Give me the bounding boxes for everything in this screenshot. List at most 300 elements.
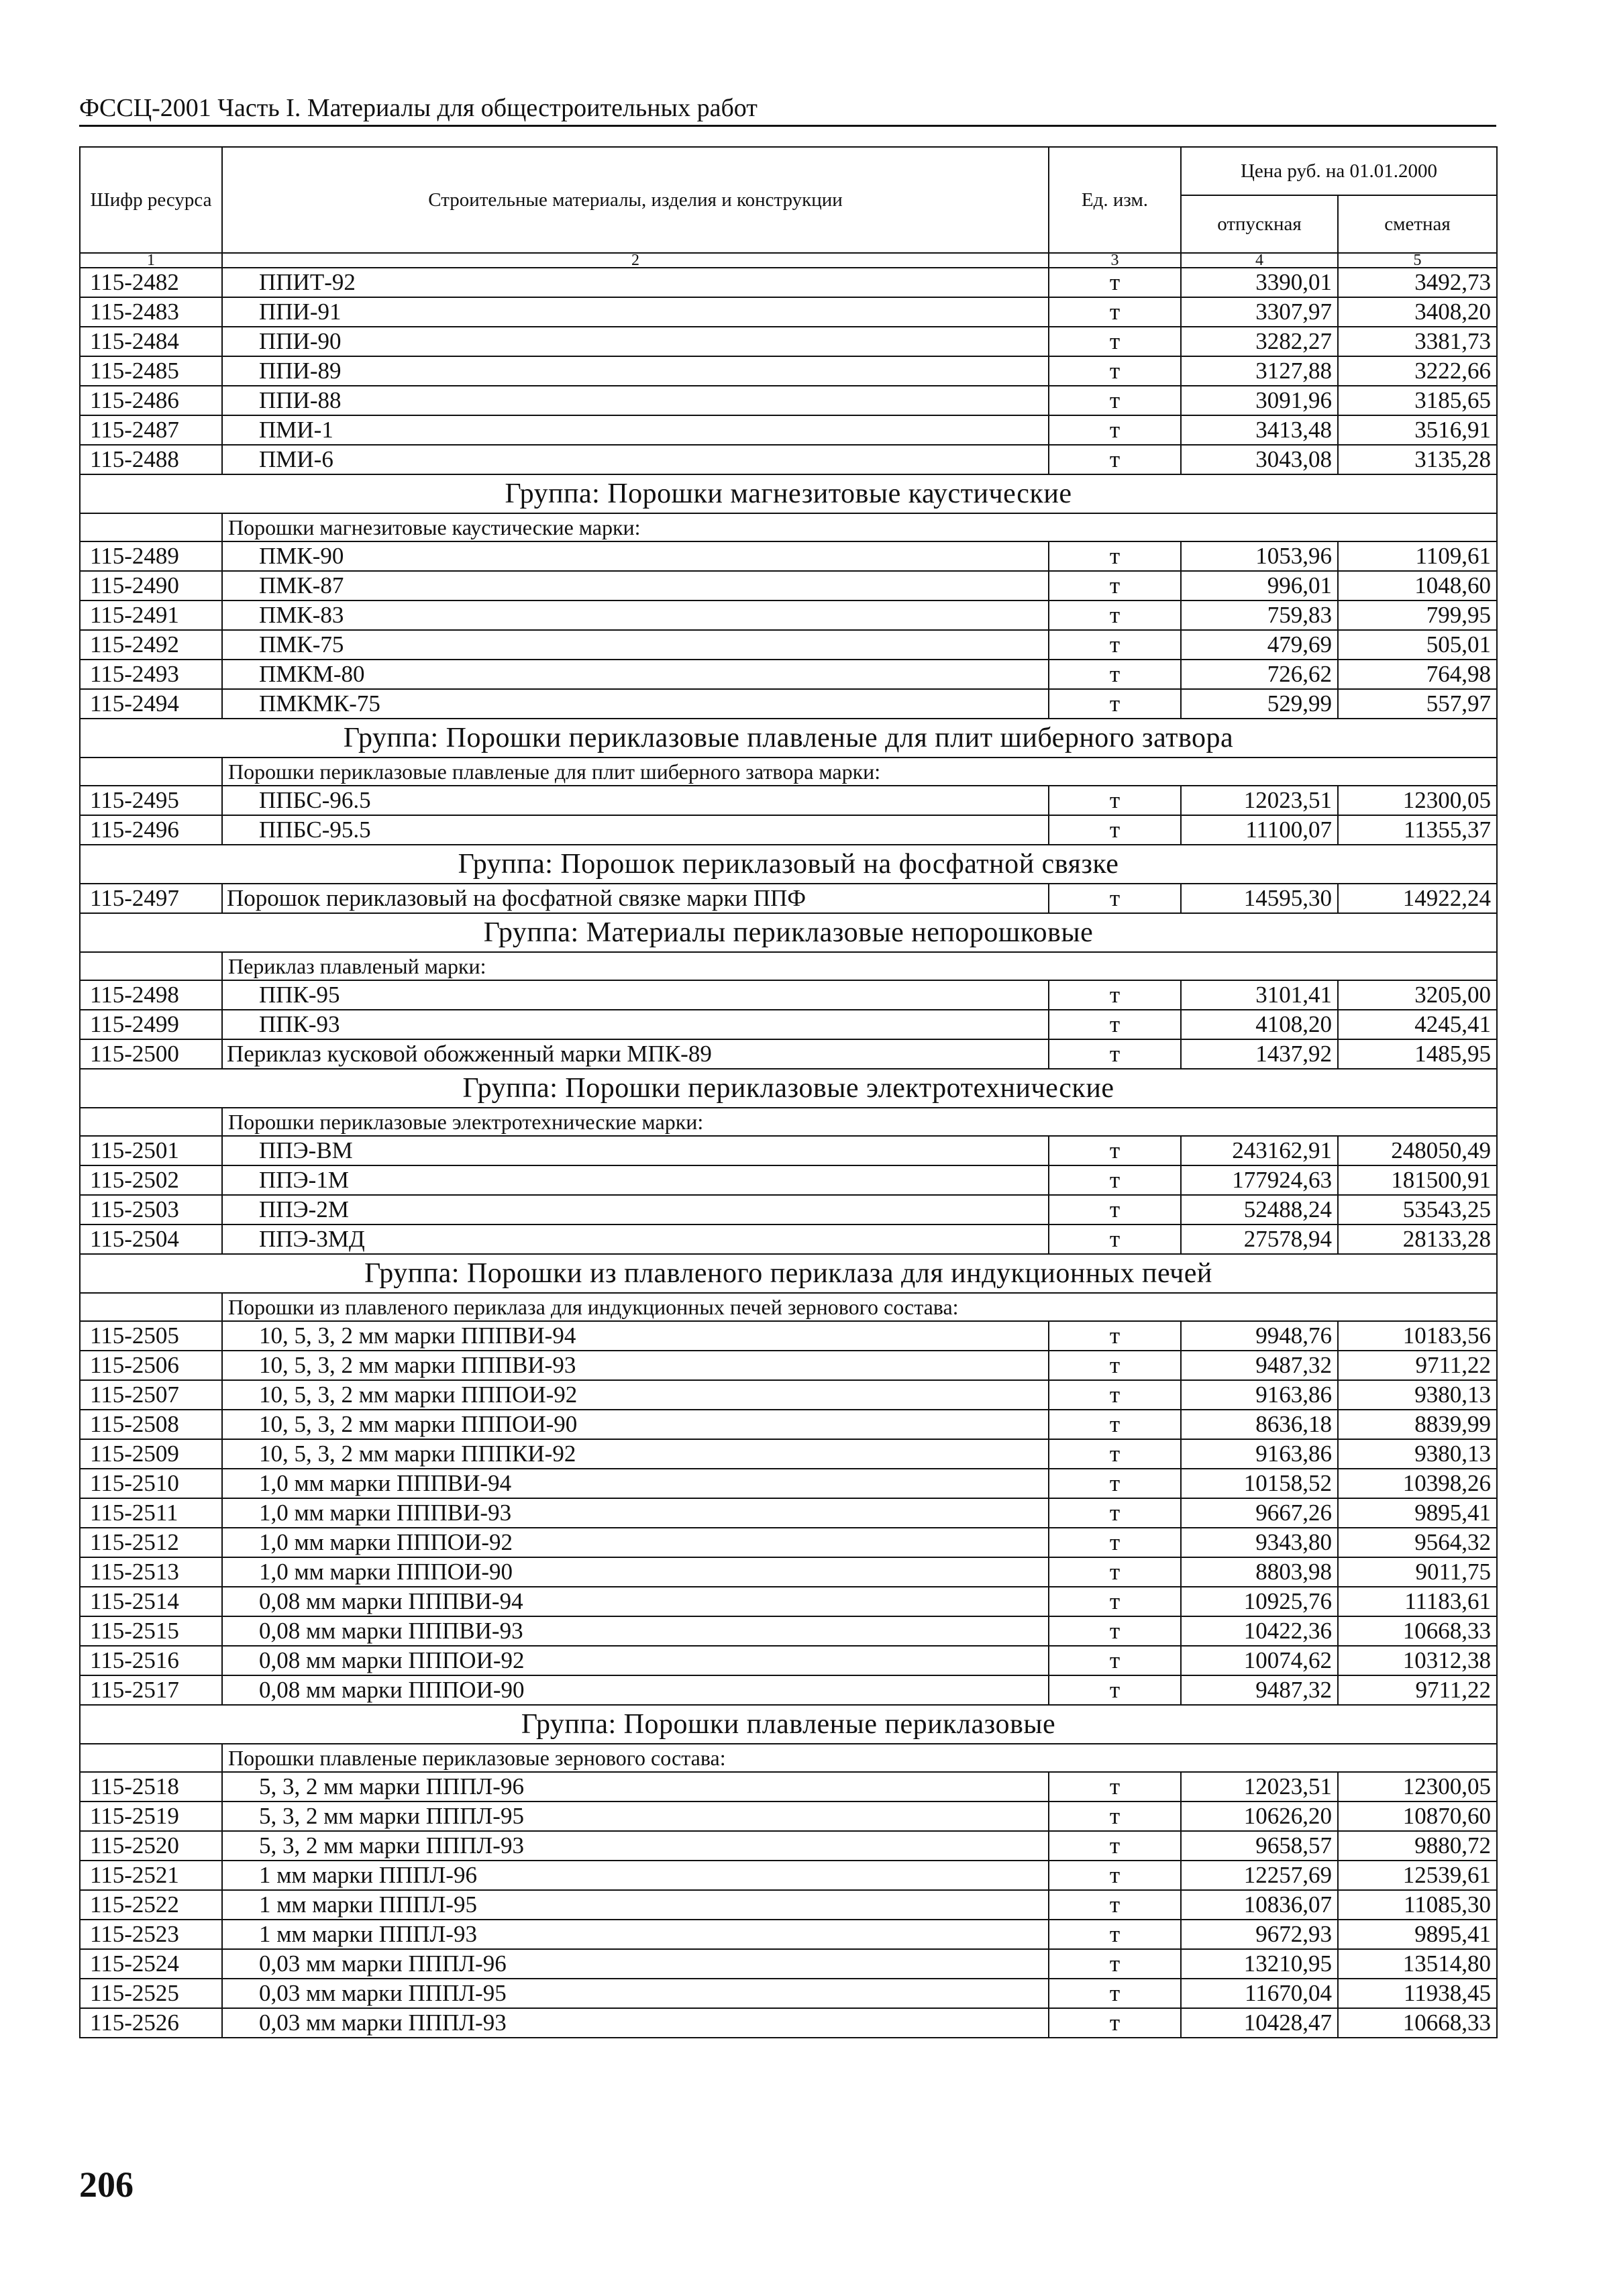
resource-code: 115-2491 bbox=[80, 601, 222, 630]
material-name: ПМК-87 bbox=[222, 571, 1049, 601]
price-estimate: 557,97 bbox=[1338, 689, 1497, 719]
unit: т bbox=[1049, 630, 1181, 660]
resource-code: 115-2490 bbox=[80, 571, 222, 601]
table-row bbox=[80, 884, 1497, 913]
resource-code: 115-2508 bbox=[80, 1410, 222, 1439]
price-estimate: 10312,38 bbox=[1338, 1646, 1497, 1675]
resource-code: 115-2495 bbox=[80, 786, 222, 815]
unit: т bbox=[1049, 1469, 1181, 1498]
material-name: ПМИ-6 bbox=[222, 445, 1049, 474]
unit: т bbox=[1049, 327, 1181, 356]
price-release: 10422,36 bbox=[1181, 1616, 1338, 1646]
group-heading-row bbox=[80, 1705, 1497, 1744]
price-estimate: 9564,32 bbox=[1338, 1528, 1497, 1557]
resource-code: 115-2498 bbox=[80, 980, 222, 1010]
table-row bbox=[80, 1224, 1497, 1254]
material-name: ППИ-90 bbox=[222, 327, 1049, 356]
price-release: 3127,88 bbox=[1181, 356, 1338, 386]
price-estimate: 10668,33 bbox=[1338, 2008, 1497, 2038]
price-release: 9343,80 bbox=[1181, 1528, 1338, 1557]
unit: т bbox=[1049, 1890, 1181, 1920]
price-estimate: 9380,13 bbox=[1338, 1439, 1497, 1469]
price-estimate: 9380,13 bbox=[1338, 1380, 1497, 1410]
price-estimate: 9880,72 bbox=[1338, 1831, 1497, 1861]
header-title: ФССЦ-2001 Часть I. Материалы для общестроительных работ bbox=[79, 94, 758, 122]
subheading: Порошки периклазовые электротехнические марки: bbox=[222, 1108, 1497, 1136]
price-estimate: 11085,30 bbox=[1338, 1890, 1497, 1920]
table-row bbox=[80, 1861, 1497, 1890]
table-header-row bbox=[80, 147, 1497, 195]
material-name: 1 мм марки ПППЛ-95 bbox=[222, 1890, 1049, 1920]
subheading: Порошки магнезитовые каустические марки: bbox=[222, 513, 1497, 541]
subheading-spacer bbox=[80, 1293, 222, 1321]
price-estimate: 10183,56 bbox=[1338, 1321, 1497, 1351]
unit: т bbox=[1049, 1675, 1181, 1705]
price-release: 9948,76 bbox=[1181, 1321, 1338, 1351]
price-release: 3307,97 bbox=[1181, 297, 1338, 327]
material-name: 0,03 мм марки ПППЛ-95 bbox=[222, 1979, 1049, 2008]
unit: т bbox=[1049, 1802, 1181, 1831]
unit: т bbox=[1049, 980, 1181, 1010]
resource-code: 115-2510 bbox=[80, 1469, 222, 1498]
subheading-row bbox=[80, 758, 1497, 786]
price-release: 10158,52 bbox=[1181, 1469, 1338, 1498]
price-estimate: 3408,20 bbox=[1338, 297, 1497, 327]
resource-code: 115-2514 bbox=[80, 1587, 222, 1616]
resource-code: 115-2486 bbox=[80, 386, 222, 415]
resource-code: 115-2507 bbox=[80, 1380, 222, 1410]
table-row bbox=[80, 1351, 1497, 1380]
table-row bbox=[80, 1195, 1497, 1224]
resource-code: 115-2485 bbox=[80, 356, 222, 386]
resource-code: 115-2511 bbox=[80, 1498, 222, 1528]
subheading-row bbox=[80, 513, 1497, 541]
resource-code: 115-2502 bbox=[80, 1165, 222, 1195]
unit: т bbox=[1049, 1831, 1181, 1861]
table-row bbox=[80, 815, 1497, 845]
price-estimate: 28133,28 bbox=[1338, 1224, 1497, 1254]
material-name: 1 мм марки ПППЛ-96 bbox=[222, 1861, 1049, 1890]
material-name: 5, 3, 2 мм марки ПППЛ-95 bbox=[222, 1802, 1049, 1831]
group-heading: Группа: Порошок периклазовый на фосфатной связке bbox=[80, 845, 1497, 884]
price-estimate: 53543,25 bbox=[1338, 1195, 1497, 1224]
header-price: Цена руб. на 01.01.2000 bbox=[1181, 147, 1497, 195]
unit: т bbox=[1049, 356, 1181, 386]
resource-code: 115-2520 bbox=[80, 1831, 222, 1861]
unit: т bbox=[1049, 1439, 1181, 1469]
material-name: Порошок периклазовый на фосфатной связке марки ППФ bbox=[222, 884, 1049, 913]
price-release: 3101,41 bbox=[1181, 980, 1338, 1010]
table-row bbox=[80, 445, 1497, 474]
unit: т bbox=[1049, 1920, 1181, 1949]
group-heading: Группа: Порошки плавленые периклазовые bbox=[80, 1705, 1497, 1744]
price-release: 3091,96 bbox=[1181, 386, 1338, 415]
resource-code: 115-2522 bbox=[80, 1890, 222, 1920]
subheading-row bbox=[80, 1108, 1497, 1136]
price-release: 27578,94 bbox=[1181, 1224, 1338, 1254]
price-estimate: 181500,91 bbox=[1338, 1165, 1497, 1195]
group-heading-row bbox=[80, 1069, 1497, 1108]
resource-code: 115-2506 bbox=[80, 1351, 222, 1380]
unit: т bbox=[1049, 1039, 1181, 1069]
material-name: 0,08 мм марки ПППВИ-94 bbox=[222, 1587, 1049, 1616]
price-estimate: 8839,99 bbox=[1338, 1410, 1497, 1439]
resource-code: 115-2515 bbox=[80, 1616, 222, 1646]
unit: т bbox=[1049, 1646, 1181, 1675]
material-name: 0,08 мм марки ПППВИ-93 bbox=[222, 1616, 1049, 1646]
price-release: 9672,93 bbox=[1181, 1920, 1338, 1949]
material-name: ПМК-83 bbox=[222, 601, 1049, 630]
material-name: ППЭ-3МД bbox=[222, 1224, 1049, 1254]
table-row bbox=[80, 1557, 1497, 1587]
price-release: 3413,48 bbox=[1181, 415, 1338, 445]
price-release: 10626,20 bbox=[1181, 1802, 1338, 1831]
price-estimate: 11938,45 bbox=[1338, 1979, 1497, 2008]
price-release: 11670,04 bbox=[1181, 1979, 1338, 2008]
material-name: ППИ-91 bbox=[222, 297, 1049, 327]
unit: т bbox=[1049, 445, 1181, 474]
resource-code: 115-2492 bbox=[80, 630, 222, 660]
material-name: ППК-95 bbox=[222, 980, 1049, 1010]
price-estimate: 13514,80 bbox=[1338, 1949, 1497, 1979]
table-row bbox=[80, 1321, 1497, 1351]
subheading-spacer bbox=[80, 1744, 222, 1772]
resource-code: 115-2493 bbox=[80, 660, 222, 689]
unit: т bbox=[1049, 884, 1181, 913]
unit: т bbox=[1049, 1587, 1181, 1616]
price-release: 3043,08 bbox=[1181, 445, 1338, 474]
material-name: 10, 5, 3, 2 мм марки ПППВИ-94 bbox=[222, 1321, 1049, 1351]
price-release: 10925,76 bbox=[1181, 1587, 1338, 1616]
material-name: 0,08 мм марки ПППОИ-92 bbox=[222, 1646, 1049, 1675]
price-estimate: 11183,61 bbox=[1338, 1587, 1497, 1616]
material-name: 1,0 мм марки ПППВИ-94 bbox=[222, 1469, 1049, 1498]
resource-code: 115-2518 bbox=[80, 1772, 222, 1802]
price-release: 996,01 bbox=[1181, 571, 1338, 601]
material-name: ПМК-75 bbox=[222, 630, 1049, 660]
header-price-release: отпускная bbox=[1181, 195, 1338, 253]
price-release: 9163,86 bbox=[1181, 1439, 1338, 1469]
table-row bbox=[80, 1616, 1497, 1646]
table-row bbox=[80, 601, 1497, 630]
resource-code: 115-2524 bbox=[80, 1949, 222, 1979]
subheading: Порошки плавленые периклазовые зернового состава: bbox=[222, 1744, 1497, 1772]
header-price-estimate: сметная bbox=[1338, 195, 1497, 253]
unit: т bbox=[1049, 541, 1181, 571]
unit: т bbox=[1049, 689, 1181, 719]
unit: т bbox=[1049, 1165, 1181, 1195]
header-name: Строительные материалы, изделия и конструкции bbox=[222, 147, 1049, 253]
table-row bbox=[80, 1010, 1497, 1039]
material-name: 1 мм марки ПППЛ-93 bbox=[222, 1920, 1049, 1949]
table-body bbox=[80, 268, 1497, 2038]
resource-code: 115-2526 bbox=[80, 2008, 222, 2038]
unit: т bbox=[1049, 1136, 1181, 1165]
unit: т bbox=[1049, 415, 1181, 445]
price-estimate: 12300,05 bbox=[1338, 1772, 1497, 1802]
resource-code: 115-2512 bbox=[80, 1528, 222, 1557]
material-name: ПМКМК-75 bbox=[222, 689, 1049, 719]
table-row bbox=[80, 1890, 1497, 1920]
running-header bbox=[79, 93, 1496, 127]
price-estimate: 3205,00 bbox=[1338, 980, 1497, 1010]
resource-code: 115-2504 bbox=[80, 1224, 222, 1254]
table-row bbox=[80, 1380, 1497, 1410]
resource-code: 115-2505 bbox=[80, 1321, 222, 1351]
header-unit: Ед. изм. bbox=[1049, 147, 1181, 253]
table-row bbox=[80, 1646, 1497, 1675]
material-name: ППЭ-1М bbox=[222, 1165, 1049, 1195]
subheading-row bbox=[80, 1744, 1497, 1772]
unit: т bbox=[1049, 601, 1181, 630]
price-release: 8636,18 bbox=[1181, 1410, 1338, 1439]
group-heading: Группа: Порошки магнезитовые каустические bbox=[80, 474, 1497, 513]
table-row bbox=[80, 415, 1497, 445]
price-release: 1437,92 bbox=[1181, 1039, 1338, 1069]
subheading-spacer bbox=[80, 1108, 222, 1136]
price-estimate: 9711,22 bbox=[1338, 1351, 1497, 1380]
table-row bbox=[80, 1165, 1497, 1195]
price-estimate: 799,95 bbox=[1338, 601, 1497, 630]
price-release: 11100,07 bbox=[1181, 815, 1338, 845]
page-number: 206 bbox=[79, 2164, 134, 2205]
price-estimate: 3222,66 bbox=[1338, 356, 1497, 386]
material-name: 5, 3, 2 мм марки ПППЛ-96 bbox=[222, 1772, 1049, 1802]
price-release: 12023,51 bbox=[1181, 786, 1338, 815]
material-name: ППК-93 bbox=[222, 1010, 1049, 1039]
price-estimate: 10398,26 bbox=[1338, 1469, 1497, 1498]
group-heading: Группа: Порошки периклазовые плавленые для плит шиберного затвора bbox=[80, 719, 1497, 758]
resource-code: 115-2521 bbox=[80, 1861, 222, 1890]
material-name: 1,0 мм марки ПППВИ-93 bbox=[222, 1498, 1049, 1528]
price-estimate: 10870,60 bbox=[1338, 1802, 1497, 1831]
price-release: 9658,57 bbox=[1181, 1831, 1338, 1861]
subheading: Порошки периклазовые плавленые для плит шиберного затвора марки: bbox=[222, 758, 1497, 786]
column-number: 5 bbox=[1338, 253, 1497, 268]
unit: т bbox=[1049, 1528, 1181, 1557]
resource-code: 115-2517 bbox=[80, 1675, 222, 1705]
material-name: 10, 5, 3, 2 мм марки ПППОИ-92 bbox=[222, 1380, 1049, 1410]
resource-code: 115-2501 bbox=[80, 1136, 222, 1165]
price-release: 3282,27 bbox=[1181, 327, 1338, 356]
material-name: ПМИ-1 bbox=[222, 415, 1049, 445]
price-estimate: 1485,95 bbox=[1338, 1039, 1497, 1069]
unit: т bbox=[1049, 1949, 1181, 1979]
price-estimate: 505,01 bbox=[1338, 630, 1497, 660]
price-estimate: 3516,91 bbox=[1338, 415, 1497, 445]
unit: т bbox=[1049, 1498, 1181, 1528]
table-row bbox=[80, 630, 1497, 660]
subheading-spacer bbox=[80, 952, 222, 980]
unit: т bbox=[1049, 1616, 1181, 1646]
material-name: 10, 5, 3, 2 мм марки ПППОИ-90 bbox=[222, 1410, 1049, 1439]
unit: т bbox=[1049, 1010, 1181, 1039]
material-name: ППЭ-2М bbox=[222, 1195, 1049, 1224]
price-release: 52488,24 bbox=[1181, 1195, 1338, 1224]
table-row bbox=[80, 1831, 1497, 1861]
price-release: 9487,32 bbox=[1181, 1351, 1338, 1380]
unit: т bbox=[1049, 1557, 1181, 1587]
table-row bbox=[80, 1498, 1497, 1528]
group-heading: Группа: Материалы периклазовые непорошковые bbox=[80, 913, 1497, 952]
table-row bbox=[80, 1949, 1497, 1979]
price-release: 4108,20 bbox=[1181, 1010, 1338, 1039]
table-row bbox=[80, 1136, 1497, 1165]
price-estimate: 1048,60 bbox=[1338, 571, 1497, 601]
price-release: 8803,98 bbox=[1181, 1557, 1338, 1587]
material-name: 1,0 мм марки ПППОИ-92 bbox=[222, 1528, 1049, 1557]
price-estimate: 3185,65 bbox=[1338, 386, 1497, 415]
group-heading-row bbox=[80, 474, 1497, 513]
price-release: 9163,86 bbox=[1181, 1380, 1338, 1410]
price-release: 10074,62 bbox=[1181, 1646, 1338, 1675]
table-row bbox=[80, 268, 1497, 297]
price-estimate: 3492,73 bbox=[1338, 268, 1497, 297]
price-release: 13210,95 bbox=[1181, 1949, 1338, 1979]
unit: т bbox=[1049, 1380, 1181, 1410]
price-estimate: 11355,37 bbox=[1338, 815, 1497, 845]
unit: т bbox=[1049, 1979, 1181, 2008]
table-row bbox=[80, 1528, 1497, 1557]
material-name: ППЭ-ВМ bbox=[222, 1136, 1049, 1165]
table-row bbox=[80, 660, 1497, 689]
material-name: 1,0 мм марки ПППОИ-90 bbox=[222, 1557, 1049, 1587]
material-name: 0,03 мм марки ПППЛ-93 bbox=[222, 2008, 1049, 2038]
price-release: 177924,63 bbox=[1181, 1165, 1338, 1195]
column-number: 2 bbox=[222, 253, 1049, 268]
resource-code: 115-2525 bbox=[80, 1979, 222, 2008]
column-number: 1 bbox=[80, 253, 222, 268]
table-row bbox=[80, 571, 1497, 601]
price-table bbox=[79, 146, 1498, 2038]
table-row bbox=[80, 1979, 1497, 2008]
resource-code: 115-2509 bbox=[80, 1439, 222, 1469]
material-name: 5, 3, 2 мм марки ПППЛ-93 bbox=[222, 1831, 1049, 1861]
unit: т bbox=[1049, 1321, 1181, 1351]
table-row bbox=[80, 1675, 1497, 1705]
subheading-row bbox=[80, 1293, 1497, 1321]
price-release: 1053,96 bbox=[1181, 541, 1338, 571]
resource-code: 115-2519 bbox=[80, 1802, 222, 1831]
material-name: ППИТ-92 bbox=[222, 268, 1049, 297]
table-row bbox=[80, 1410, 1497, 1439]
resource-code: 115-2499 bbox=[80, 1010, 222, 1039]
resource-code: 115-2497 bbox=[80, 884, 222, 913]
resource-code: 115-2500 bbox=[80, 1039, 222, 1069]
column-number: 3 bbox=[1049, 253, 1181, 268]
price-release: 759,83 bbox=[1181, 601, 1338, 630]
price-estimate: 10668,33 bbox=[1338, 1616, 1497, 1646]
material-name: ППИ-89 bbox=[222, 356, 1049, 386]
subheading-row bbox=[80, 952, 1497, 980]
material-name: ППИ-88 bbox=[222, 386, 1049, 415]
table-row bbox=[80, 541, 1497, 571]
price-estimate: 4245,41 bbox=[1338, 1010, 1497, 1039]
group-heading-row bbox=[80, 719, 1497, 758]
unit: т bbox=[1049, 1224, 1181, 1254]
unit: т bbox=[1049, 2008, 1181, 2038]
price-estimate: 12300,05 bbox=[1338, 786, 1497, 815]
price-estimate: 9711,22 bbox=[1338, 1675, 1497, 1705]
price-release: 243162,91 bbox=[1181, 1136, 1338, 1165]
resource-code: 115-2487 bbox=[80, 415, 222, 445]
material-name: 0,03 мм марки ПППЛ-96 bbox=[222, 1949, 1049, 1979]
resource-code: 115-2488 bbox=[80, 445, 222, 474]
material-name: 10, 5, 3, 2 мм марки ПППКИ-92 bbox=[222, 1439, 1049, 1469]
resource-code: 115-2523 bbox=[80, 1920, 222, 1949]
price-estimate: 248050,49 bbox=[1338, 1136, 1497, 1165]
material-name: Периклаз кусковой обожженный марки МПК-89 bbox=[222, 1039, 1049, 1069]
table-row bbox=[80, 1920, 1497, 1949]
subheading-spacer bbox=[80, 758, 222, 786]
price-estimate: 764,98 bbox=[1338, 660, 1497, 689]
table-row bbox=[80, 1772, 1497, 1802]
table-row bbox=[80, 1039, 1497, 1069]
subheading: Периклаз плавленый марки: bbox=[222, 952, 1497, 980]
price-estimate: 3381,73 bbox=[1338, 327, 1497, 356]
resource-code: 115-2496 bbox=[80, 815, 222, 845]
resource-code: 115-2483 bbox=[80, 297, 222, 327]
price-estimate: 9895,41 bbox=[1338, 1498, 1497, 1528]
price-release: 12257,69 bbox=[1181, 1861, 1338, 1890]
table-row bbox=[80, 327, 1497, 356]
resource-code: 115-2482 bbox=[80, 268, 222, 297]
price-estimate: 9895,41 bbox=[1338, 1920, 1497, 1949]
table-row bbox=[80, 689, 1497, 719]
resource-code: 115-2484 bbox=[80, 327, 222, 356]
unit: т bbox=[1049, 571, 1181, 601]
price-release: 9667,26 bbox=[1181, 1498, 1338, 1528]
table-row bbox=[80, 2008, 1497, 2038]
table-row bbox=[80, 386, 1497, 415]
column-number: 4 bbox=[1181, 253, 1338, 268]
table-row bbox=[80, 1439, 1497, 1469]
unit: т bbox=[1049, 1772, 1181, 1802]
group-heading: Группа: Порошки из плавленого периклаза для индукционных печей bbox=[80, 1254, 1497, 1293]
price-release: 12023,51 bbox=[1181, 1772, 1338, 1802]
price-release: 10428,47 bbox=[1181, 2008, 1338, 2038]
table-row bbox=[80, 1802, 1497, 1831]
resource-code: 115-2489 bbox=[80, 541, 222, 571]
unit: т bbox=[1049, 660, 1181, 689]
resource-code: 115-2503 bbox=[80, 1195, 222, 1224]
unit: т bbox=[1049, 386, 1181, 415]
material-name: ППБС-96.5 bbox=[222, 786, 1049, 815]
price-estimate: 3135,28 bbox=[1338, 445, 1497, 474]
unit: т bbox=[1049, 1195, 1181, 1224]
unit: т bbox=[1049, 1410, 1181, 1439]
price-release: 14595,30 bbox=[1181, 884, 1338, 913]
resource-code: 115-2513 bbox=[80, 1557, 222, 1587]
column-number-row bbox=[80, 253, 1497, 268]
material-name: ПМКМ-80 bbox=[222, 660, 1049, 689]
material-name: 10, 5, 3, 2 мм марки ПППВИ-93 bbox=[222, 1351, 1049, 1380]
price-release: 3390,01 bbox=[1181, 268, 1338, 297]
material-name: 0,08 мм марки ПППОИ-90 bbox=[222, 1675, 1049, 1705]
table-row bbox=[80, 356, 1497, 386]
subheading: Порошки из плавленого периклаза для индукционных печей зернового состава: bbox=[222, 1293, 1497, 1321]
price-estimate: 14922,24 bbox=[1338, 884, 1497, 913]
header-code: Шифр ресурса bbox=[80, 147, 222, 253]
price-release: 10836,07 bbox=[1181, 1890, 1338, 1920]
group-heading-row bbox=[80, 845, 1497, 884]
price-estimate: 9011,75 bbox=[1338, 1557, 1497, 1587]
price-release: 529,99 bbox=[1181, 689, 1338, 719]
unit: т bbox=[1049, 1861, 1181, 1890]
group-heading-row bbox=[80, 913, 1497, 952]
price-estimate: 12539,61 bbox=[1338, 1861, 1497, 1890]
price-release: 726,62 bbox=[1181, 660, 1338, 689]
